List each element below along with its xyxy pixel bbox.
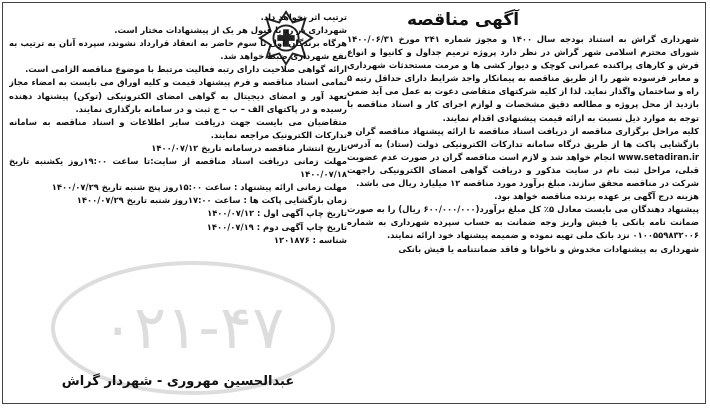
notice-heading: آگهی مناقصه [406,10,520,30]
guarantee-paragraph: پیشنهاد دهندگان می بایست معادل ۵٪ کل مبلغ برآورد(۶۰۰/۰۰۰/۰۰۰ ریال) را به صورت ضمانت نامه بانکی یا فیش واریز وجه ضمانت به حساب سپرده شهرداری به شماره ۰۱۰۰۵۵۹۸۳۲۰۰۶ نزد بانک ملی تهیه نموده و ضمیمه پیشنهاد خود ارائه نمایند. [347,204,699,241]
schedule-item: مهلت زمانی ارائه پیشنهاد : ساعت ۱۵:۰۰روز پنج شنبه تاریخ ۱۴۰۰/۰۷/۲۹ [51,182,347,193]
schedule-item: زمان بازگشایی پاکت ها : ساعت ۱۷:۰۰روز شنبه تاریخ ۱۴۰۰/۰۷/۲۹ [76,195,347,206]
documents-clause: متقاضیان می بایست جهت دریافت سایر اطلاعات و اسناد مناقصه به سامانه تدارکات الکترونیک مراجعه نمایند. [9,116,347,140]
rejection-continuation: ترتیب اثر نخواهد داد. [260,12,347,22]
signature-clause: تمامی اسناد مناقصه و فرم پیشنهاد قیمت و کلیه اوراق می بایست به امضاء مجاز تعهد آور و امضای دیجیتال به گواهی امضای الکترونیکی (توکن) پیشنهاد دهنده رسیده و در پاکتهای الف – ب – ج ثبت و در سامانه بارگذاری نمایند. [9,77,347,114]
right-column [347,9,699,403]
schedule-item: تاریخ چاپ آگهی اول : ۱۴۰۰/۰۷/۱۲ [207,208,347,219]
qualification-clause: ارائه گواهی صلاحیت دارای رتبه فعالیت مرتبط با موضوع مناقصه الزامی است. [25,64,347,75]
schedule-item: تاریخ چاپ آگهی دوم : ۱۴۰۰/۰۷/۱۹ [206,221,347,232]
intro-paragraph: شهرداری گراش به استناد بودجه سال ۱۴۰۰ و مجوز شماره ۲۴۱ مورخ ۱۴۰۰/۰۶/۳۱ شورای محترم اسلامی شهر گراش در نظر دارد پروژه ترمیم جداول و کانیوا و انواع فرش و کارهای پراکنده عمرانی کوچک و دیوار کشی ها و مرمت مستحدثات شهرداری و معابر فرسوده شهر را از طریق مناقصه به پیمانکار واجد شرایط دارای حداقل رتبه ۵ راه و ساختمان واگذار نماید. لذا از کلیه شرکتهای متقاضی دعوت به عمل می آید ضمن بازدید از محل پروژه و مطالعه دقیق مشخصات و لوازم اجرای کار و اسناد مناقصه با توجه به موارد ذیل نسبت به ارائه قیمت پیشنهادی اقدام نمایند. [347,34,699,123]
left-column [9,11,347,403]
schedule-list [9,142,347,247]
accept-reject-clause: شهرداری در رد یا قبول هر یک از پیشنهادات مختار است. [114,25,347,36]
winners-clause: هرگاه برندگان اول تا سوم حاضر به انعقاد قرارداد نشوند، سپرده آنان به ترتیب به نفع شهرداری ضبط خواهد شد. [9,38,347,62]
tender-notice [2,2,706,404]
svg-text:۰۲۱-۴۷: ۰۲۱-۴۷ [101,293,285,363]
schedule-item: شناسه : ۱۲۰۱۸۷۶ [273,234,347,245]
procedure-paragraph: کلیه مراحل برگزاری مناقصه از دریافت اسناد مناقصه تا ارائه پیشنهاد مناقصه گران و بازگشایی پاکت ها از طریق درگاه سامانه تدارکات الکترونیکی دولت (ستاد) به آدرس www.setadiran.ir انجام خواهد شد و لازم است مناقصه گران در صورت عدم عضویت قبلی، مراحل ثبت نام در سایت مذکور و دریافت گواهی امضای الکترونیکی راجهت شرکت در مناقصه محقق سازند. مبلغ برآورد مورد مناقصه ۱۲ میلیارد ریال می باشد. [347,125,699,189]
mayor-signature: عبدالحسین مهروری - شهردار گراش [61,374,295,389]
schedule-item: مهلت زمانی دریافت اسناد مناقصه از سایت:تا ساعت ۱۹:۰۰روز یکشنبه تاریخ ۱۴۰۰/۰۷/۱۸ [9,156,347,180]
schedule-item: تاریخ انتشار مناقصه درسامانه تاریخ ۱۴۰۰/۰۷/۱۲ [151,142,347,153]
ad-cost-paragraph: هزینه درج آگهی بر عهده برنده مناقصه خواهد بود. [494,191,699,202]
rejection-paragraph: شهرداری به پیشنهادات مخدوش و ناخوانا و فاقد ضمانتنامه یا فیش بانکی [398,243,699,254]
